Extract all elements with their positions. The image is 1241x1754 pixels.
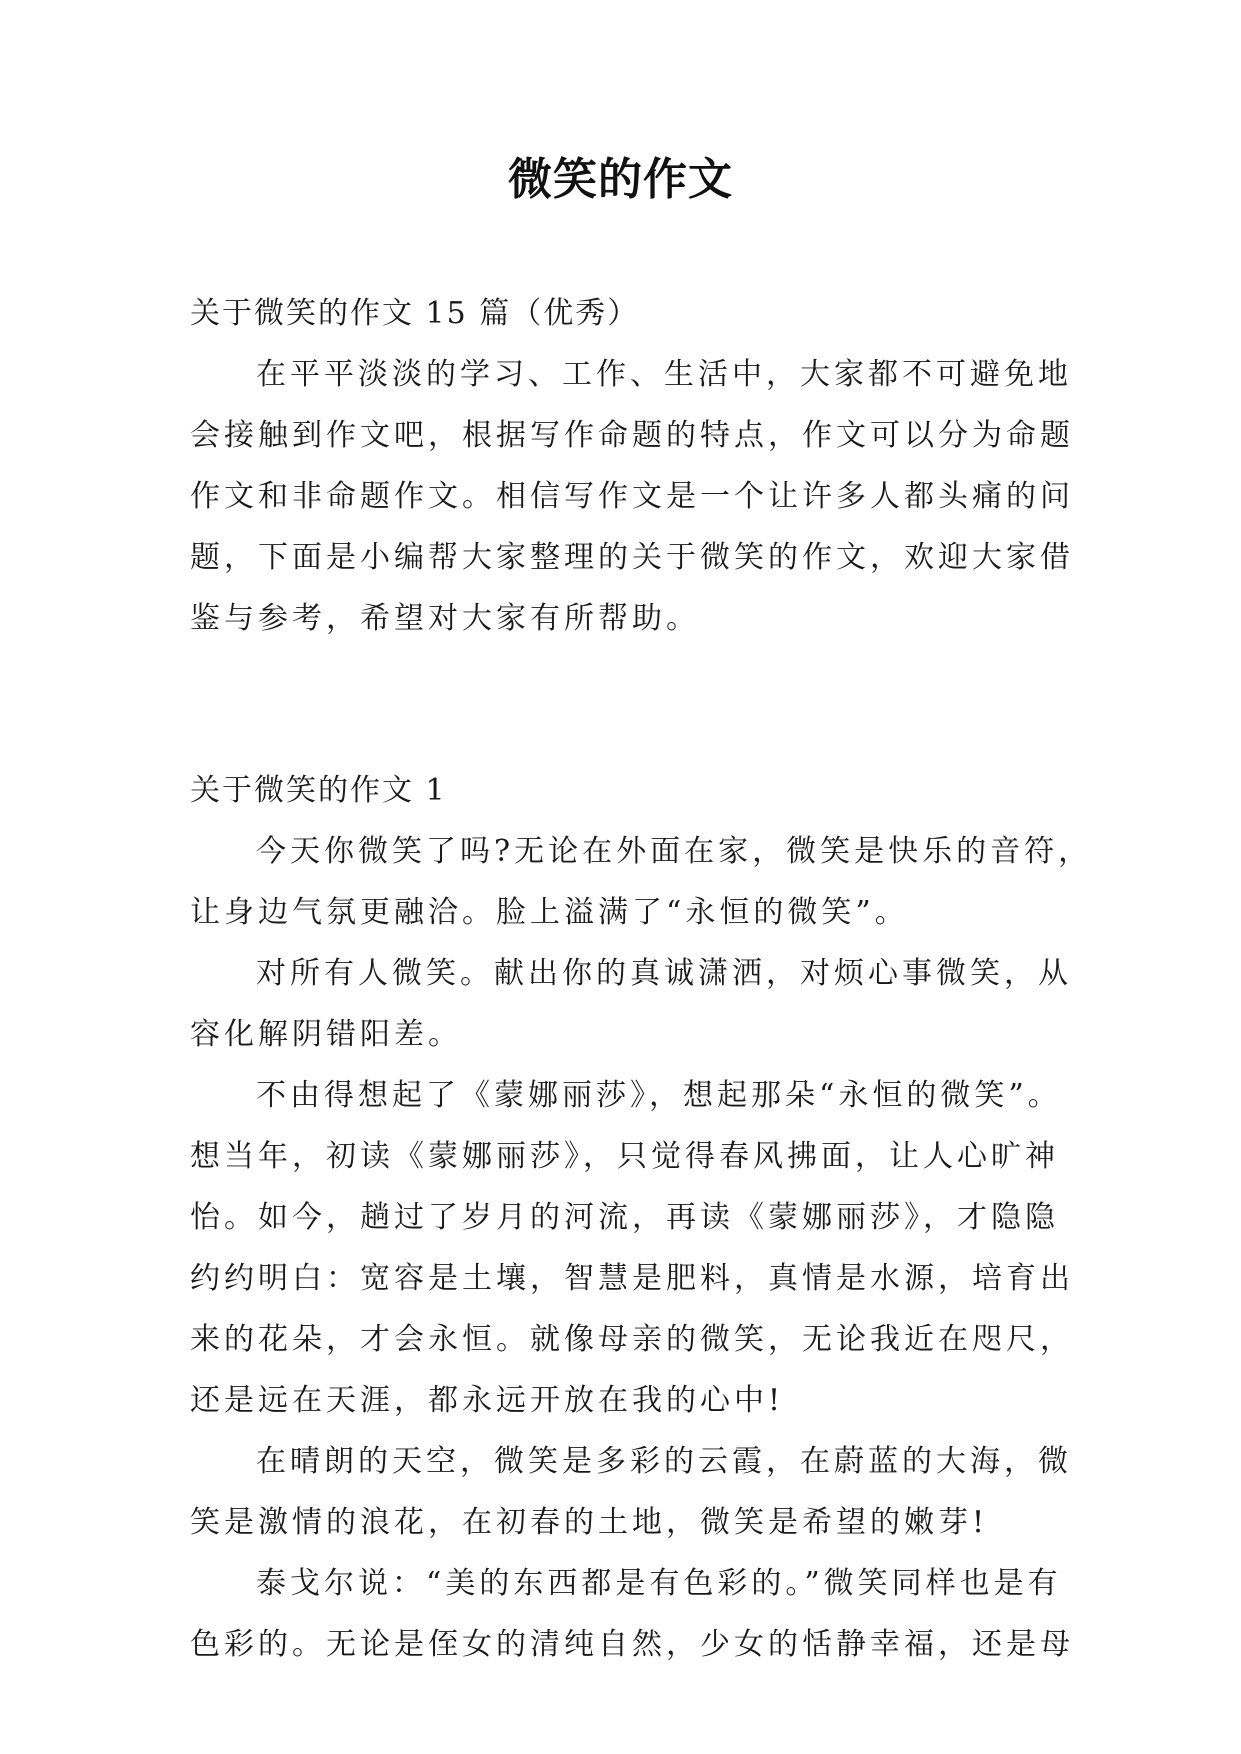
body-line: 今天你微笑了吗?无论在外面在家，微笑是快乐的音符， [256,834,1093,869]
essay-heading: 关于微笑的作文 1 [190,773,447,808]
document-body [190,283,1093,1675]
body-line: 让身边气氛更融洽。脸上溢满了“永恒的微笑”。 [190,895,909,930]
body-line: 对所有人微笑。献出你的真诚潇洒，对烦心事微笑，从 [256,956,1072,991]
body-line: 在平平淡淡的学习、工作、生活中，大家都不可避免地 [256,357,1072,392]
body-line: 在晴朗的天空，微笑是多彩的云霞，在蔚蓝的大海，微 [256,1444,1072,1479]
body-line: 不由得想起了《蒙娜丽莎》，想起那朵“永恒的微笑”。 [256,1078,1062,1113]
body-line: 约约明白：宽容是土壤，智慧是肥料，真情是水源，培育出 [190,1261,1074,1296]
body-line: 来的花朵，才会永恒。就像母亲的微笑，无论我近在咫尺， [190,1322,1074,1357]
body-line: 容化解阴错阳差。 [190,1017,462,1052]
body-line: 鉴与参考，希望对大家有所帮助。 [190,601,700,636]
body-line: 还是远在天涯，都永远开放在我的心中! [190,1383,785,1418]
paragraph-gap [190,649,1050,760]
body-line: 笑是激情的浪花，在初春的土地，微笑是希望的嫩芽! [190,1505,989,1540]
body-line: 题，下面是小编帮大家整理的关于微笑的作文，欢迎大家借 [190,540,1074,575]
body-line: 色彩的。无论是侄女的清纯自然，少女的恬静幸福，还是母 [190,1627,1074,1662]
collection-heading: 关于微笑的作文 15 篇（优秀） [190,296,640,331]
body-line: 作文和非命题作文。相信写作文是一个让许多人都头痛的问 [190,479,1074,514]
document-title: 微笑的作文 [508,154,733,205]
body-line: 想当年，初读《蒙娜丽莎》，只觉得春风拂面，让人心旷神 [190,1139,1059,1174]
body-line: 怡。如今，趟过了岁月的河流，再读《蒙娜丽莎》，才隐隐 [190,1200,1059,1235]
body-line: 会接触到作文吧，根据写作命题的特点，作文可以分为命题 [190,418,1074,453]
body-line: 泰戈尔说：“美的东西都是有色彩的。”微笑同样也是有 [256,1566,1062,1601]
